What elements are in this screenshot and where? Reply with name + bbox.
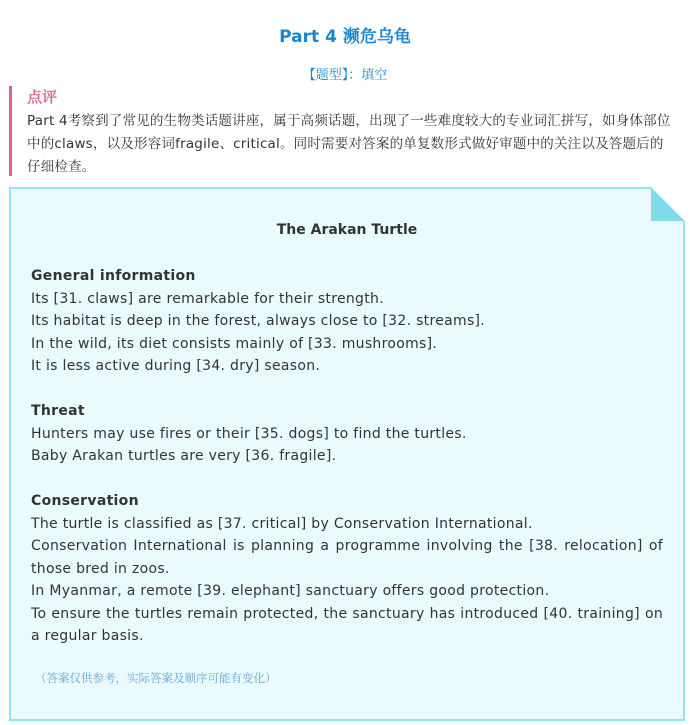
comment-heading: 点评 — [27, 88, 58, 106]
folded-corner — [651, 187, 685, 221]
page-title: Part 4 濒危乌龟 — [279, 27, 411, 47]
answer-line: Its habitat is deep in the forest, always close to [32. streams]. — [31, 313, 486, 329]
comment-body: Part 4考察到了常见的生物类话题讲座，属于高频话题，出现了一些难度较大的专业词汇拼写，如身体部位中的claws，以及形容词fragile、critical。同时需要对答案的单复数形式做好审题中的关注以及答题后的仔细检查。 — [27, 113, 671, 175]
answer-line: To ensure the turtles remain protected, the sanctuary has introduced [40. training] on a regular basis. — [31, 605, 663, 644]
answer-line: In the wild, its diet consists mainly of [33. mushrooms]. — [31, 335, 438, 352]
card-title: The Arakan Turtle — [276, 222, 418, 238]
answer-line: Its [31. claws] are remarkable for their strength. — [31, 290, 384, 307]
disclaimer-note: （答案仅供参考，实际答案及顺序可能有变化） — [35, 671, 277, 685]
card-content — [31, 265, 663, 648]
answer-line: In Myanmar, a remote [39. elephant] sanctuary offers good protection. — [31, 583, 550, 599]
section-heading: Threat — [31, 403, 85, 419]
answer-line: It is less active during [34. dry] season. — [31, 358, 321, 374]
answer-card — [9, 187, 685, 721]
answer-line: Baby Arakan turtles are very [36. fragile]. — [31, 448, 337, 464]
section-heading: Conservation — [31, 493, 139, 509]
answer-line: The turtle is classified as [37. critical] by Conservation International. — [31, 515, 533, 532]
comment-block — [9, 86, 677, 176]
question-type: 【题型】：填空 — [302, 68, 388, 83]
answer-line: Conservation International is planning a programme involving the [38. relocation] of those bred in zoos. — [31, 538, 663, 577]
section-heading: General information — [31, 268, 196, 284]
answer-line: Hunters may use fires or their [35. dogs] to find the turtles. — [31, 425, 467, 442]
